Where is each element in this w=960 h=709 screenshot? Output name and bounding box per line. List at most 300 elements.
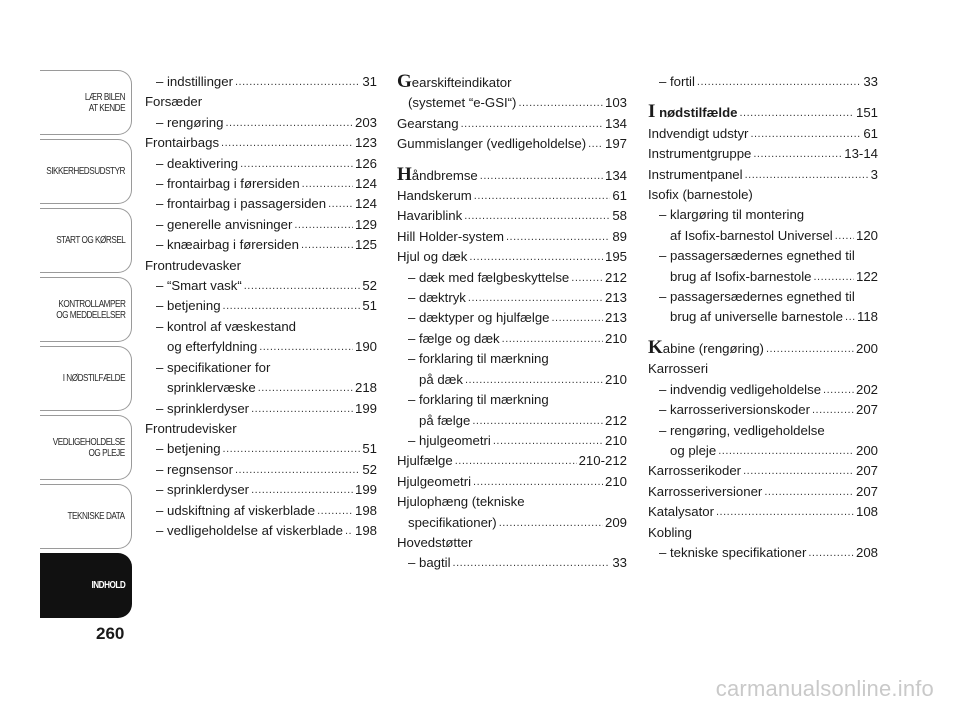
chapter-tab-label: I NØDSTILFÆLDE — [62, 373, 125, 384]
page-ref: 118 — [856, 309, 878, 325]
dot-leader — [468, 288, 603, 308]
chapter-tab-0[interactable] — [40, 70, 132, 135]
index-term: Kobling — [648, 524, 692, 540]
index-entry[interactable] — [145, 378, 377, 398]
dot-leader — [812, 400, 854, 420]
dot-leader — [328, 194, 353, 214]
index-term: earskifteindikator — [411, 75, 512, 90]
chapter-tab-1[interactable] — [40, 139, 132, 204]
index-term: – sprinklerdyser — [156, 482, 250, 498]
dot-leader — [472, 411, 603, 431]
index-entry-text — [659, 248, 855, 263]
index-term: – fælge og dæk — [408, 330, 500, 346]
chapter-tab-5[interactable] — [40, 415, 132, 480]
page-ref: 208 — [855, 544, 878, 560]
index-entry[interactable] — [145, 439, 377, 459]
index-term: – forklaring til mærkning — [408, 392, 549, 408]
index-entry[interactable] — [397, 431, 627, 451]
index-heading — [648, 246, 878, 266]
index-term: nødstilfælde — [655, 105, 738, 121]
page-ref: 129 — [354, 216, 377, 232]
chapter-tab-7[interactable] — [40, 553, 132, 618]
page-ref: 210 — [604, 330, 627, 346]
index-entry-text — [167, 337, 257, 357]
page-ref: 207 — [855, 483, 878, 499]
index-entry-text — [145, 94, 202, 109]
index-term: – forklaring til mærkning — [408, 351, 549, 367]
index-entry-text — [156, 399, 249, 419]
index-entry-text — [648, 502, 714, 522]
index-term: – generelle anvisninger — [156, 216, 293, 232]
page-ref: 210 — [604, 473, 627, 489]
index-entry-text — [408, 93, 516, 113]
index-entry[interactable] — [397, 186, 627, 206]
dot-leader — [251, 399, 353, 419]
dot-leader — [317, 501, 353, 521]
index-entry[interactable] — [145, 215, 377, 235]
index-entry-text — [145, 258, 241, 273]
page-ref: 89 — [612, 228, 627, 244]
index-term: – “Smart vask“ — [156, 278, 242, 294]
index-entry-text — [659, 400, 810, 420]
dot-leader — [753, 144, 842, 164]
index-entry[interactable] — [648, 502, 878, 522]
dot-leader — [240, 154, 353, 174]
index-term: – passagersædernes egnethed til — [659, 289, 855, 305]
index-entry[interactable] — [648, 144, 878, 164]
index-entry-text — [156, 480, 249, 500]
index-entry[interactable] — [648, 102, 878, 123]
index-heading — [397, 492, 627, 512]
index-entry[interactable] — [145, 235, 377, 255]
chapter-tab-3[interactable] — [40, 277, 132, 342]
index-entry[interactable] — [145, 113, 377, 133]
chapter-tab-label: SIKKERHEDSUDSTYR — [46, 166, 125, 177]
index-term: og efterfyldning — [167, 339, 258, 355]
index-term: Hjulfælge — [397, 453, 453, 469]
index-entry-text — [397, 114, 459, 134]
index-entry[interactable] — [145, 296, 377, 316]
index-entry-text — [648, 461, 741, 481]
index-entry[interactable] — [145, 501, 377, 521]
index-entry[interactable] — [648, 338, 878, 359]
dot-leader — [464, 206, 610, 226]
page-ref: 207 — [855, 402, 878, 418]
index-entry[interactable] — [397, 308, 627, 328]
index-entry[interactable] — [648, 461, 878, 481]
index-entry[interactable] — [397, 553, 627, 573]
index-entry-text — [648, 102, 737, 123]
index-heading — [145, 419, 377, 439]
index-entry-text — [659, 207, 804, 222]
index-term: brug af Isofix-barnestole — [670, 268, 812, 284]
index-entry-text — [145, 421, 237, 436]
index-term: – kontrol af væskestand — [156, 318, 297, 334]
dot-leader — [258, 378, 353, 398]
index-entry[interactable] — [145, 276, 377, 296]
page-ref: 195 — [604, 249, 627, 265]
index-entry-text — [397, 247, 467, 267]
index-term: – udskiftning af viskerblade — [156, 502, 316, 518]
page-ref: 207 — [855, 463, 878, 479]
index-term: Forsæder — [145, 94, 203, 110]
dot-leader — [499, 513, 603, 533]
index-entry-text — [408, 431, 491, 451]
dot-leader — [469, 247, 603, 267]
index-entry-text — [408, 392, 549, 407]
index-entry-text — [659, 380, 821, 400]
page-ref: 190 — [354, 339, 377, 355]
page-ref: 51 — [362, 441, 377, 457]
page-ref: 52 — [362, 278, 377, 294]
index-term: – fortil — [659, 74, 695, 89]
page-ref: 3 — [870, 166, 878, 182]
index-term: – bagtil — [408, 555, 451, 571]
index-entry-text — [397, 206, 462, 226]
index-entry-text — [648, 525, 692, 540]
index-heading — [648, 523, 878, 543]
index-entry-text — [156, 174, 300, 194]
dot-leader — [294, 215, 353, 235]
index-entry-text — [408, 553, 451, 573]
index-entry[interactable] — [145, 399, 377, 419]
page-ref: 210 — [604, 432, 627, 448]
index-heading — [397, 390, 627, 410]
index-entry-text — [397, 165, 478, 186]
index-heading — [648, 205, 878, 225]
index-term: – frontairbag i førersiden — [156, 176, 300, 192]
dot-leader — [823, 380, 854, 400]
index-entry[interactable] — [397, 165, 627, 186]
index-term: Hjul og dæk — [397, 249, 468, 265]
index-entry[interactable] — [397, 268, 627, 288]
section-gap — [397, 155, 627, 165]
index-entry-text — [156, 113, 223, 133]
index-entry-text — [397, 451, 453, 471]
page-ref: 218 — [354, 380, 377, 396]
index-entry[interactable] — [648, 482, 878, 502]
index-entry-text — [648, 165, 743, 185]
dot-leader — [302, 174, 353, 194]
index-term: brug af universelle barnestole — [670, 309, 844, 325]
dot-leader — [235, 72, 360, 92]
index-entry[interactable] — [648, 543, 878, 563]
dot-leader — [750, 124, 861, 144]
index-term: Frontrudevasker — [145, 257, 242, 273]
index-term: Gearstang — [397, 115, 459, 131]
page-ref: 200 — [855, 442, 878, 458]
index-entry[interactable] — [145, 154, 377, 174]
dot-leader — [716, 502, 854, 522]
index-entry[interactable] — [397, 451, 627, 471]
index-entry-text — [167, 378, 256, 398]
dot-leader — [225, 113, 353, 133]
page-ref: 124 — [354, 196, 377, 212]
chapter-tab-label: INDHOLD — [91, 580, 125, 591]
index-heading — [145, 317, 377, 337]
index-entry[interactable] — [648, 307, 878, 327]
index-term: Karrosseriversioner — [648, 483, 763, 499]
section-letter: K — [648, 336, 663, 358]
index-entry-text — [156, 319, 296, 334]
dot-leader — [739, 103, 854, 123]
dot-leader — [493, 431, 603, 451]
index-term: – specifikationer for — [156, 359, 271, 375]
page-ref: 213 — [604, 290, 627, 306]
index-term: – dæktyper og hjulfælge — [408, 310, 550, 326]
index-entry-text — [670, 226, 833, 246]
index-entry[interactable] — [145, 480, 377, 500]
dot-leader — [244, 276, 361, 296]
chapter-tabs — [40, 70, 132, 622]
page-ref: 199 — [354, 482, 377, 498]
index-entry[interactable] — [145, 194, 377, 214]
index-term: – knæairbag i førersiden — [156, 237, 299, 253]
index-entry[interactable] — [397, 288, 627, 308]
index-column-2 — [397, 72, 627, 574]
dot-leader — [223, 439, 361, 459]
index-entry-text — [397, 227, 504, 247]
index-term: Hill Holder-system — [397, 228, 504, 244]
index-entry-text — [408, 351, 549, 366]
index-entry[interactable] — [648, 165, 878, 185]
index-entry-text — [156, 521, 343, 541]
page-ref: 103 — [604, 95, 627, 111]
index-term: – rengøring — [156, 114, 224, 130]
index-heading — [145, 256, 377, 276]
dot-leader — [571, 268, 603, 288]
dot-leader — [506, 227, 610, 247]
chapter-tab-label: START OG KØRSEL — [55, 235, 125, 246]
dot-leader — [301, 235, 353, 255]
index-entry[interactable] — [397, 93, 627, 113]
index-term: Gummislanger (vedligeholdelse) — [397, 136, 587, 152]
index-entry-text — [648, 187, 753, 202]
index-entry[interactable] — [145, 460, 377, 480]
page-ref: 202 — [855, 381, 878, 397]
index-term: Frontairbags — [145, 135, 220, 151]
page-ref: 209 — [604, 514, 627, 530]
index-heading — [397, 72, 627, 93]
index-entry[interactable] — [145, 174, 377, 194]
page-ref: 122 — [855, 268, 878, 284]
index-entry[interactable] — [145, 521, 377, 541]
page-ref: 212 — [604, 269, 627, 285]
section-letter: I — [648, 101, 656, 123]
index-term: – regnsensor — [156, 461, 233, 477]
index-entry-text — [408, 513, 497, 533]
index-term: Hovedstøtter — [397, 534, 473, 550]
index-term: – dæk med fælgbeskyttelse — [408, 269, 570, 285]
index-term: Havariblink — [397, 208, 463, 224]
index-term: Instrumentgruppe — [648, 146, 752, 162]
section-gap — [648, 92, 878, 102]
page-ref: 210-212 — [578, 453, 627, 469]
dot-leader — [745, 165, 869, 185]
index-entry[interactable] — [397, 206, 627, 226]
chapter-tab-6[interactable] — [40, 484, 132, 549]
index-term: – indstillinger — [156, 74, 233, 89]
page-ref: 210 — [604, 371, 627, 387]
index-entry-text — [408, 268, 569, 288]
page-number: 260 — [96, 624, 125, 643]
index-term: på fælge — [419, 412, 471, 428]
index-term: Handskerum — [397, 188, 472, 204]
dot-leader — [502, 329, 603, 349]
index-entry-text — [408, 308, 549, 328]
dot-leader — [718, 441, 854, 461]
chapter-tab-2[interactable] — [40, 208, 132, 273]
dot-leader — [813, 267, 854, 287]
dot-leader — [235, 460, 360, 480]
index-term: – vedligeholdelse af viskerblade — [156, 522, 343, 538]
page-ref: 124 — [354, 176, 377, 192]
dot-leader — [461, 114, 603, 134]
index-term: Instrumentpanel — [648, 166, 743, 182]
index-entry-text — [397, 134, 586, 154]
dot-leader — [588, 134, 603, 154]
index-entry-text — [397, 472, 471, 492]
index-entry-text — [648, 124, 748, 144]
watermark: carmanualsonline.info — [715, 676, 934, 701]
page-ref: 213 — [604, 310, 627, 326]
index-entry-text — [156, 296, 221, 316]
index-entry-text — [648, 482, 762, 502]
dot-leader — [743, 461, 854, 481]
index-entry[interactable] — [397, 227, 627, 247]
index-entry-text — [408, 288, 466, 308]
index-term: – indvendig vedligeholdelse — [659, 381, 822, 397]
page-ref: 125 — [354, 237, 377, 253]
index-entry-text — [419, 411, 470, 431]
page-ref: 108 — [855, 504, 878, 520]
index-entry-text — [397, 494, 525, 509]
page-ref: 126 — [354, 155, 377, 171]
index-entry[interactable] — [397, 513, 627, 533]
index-entry[interactable] — [397, 114, 627, 134]
index-term: – betjening — [156, 441, 221, 457]
page-ref: 61 — [612, 188, 627, 204]
chapter-tab-4[interactable] — [40, 346, 132, 411]
page-ref: 203 — [354, 114, 377, 130]
index-heading — [648, 359, 878, 379]
dot-leader — [251, 480, 353, 500]
index-entry-text — [397, 186, 472, 206]
page-ref: 197 — [604, 136, 627, 152]
index-entry-text — [648, 338, 764, 359]
index-entry-text — [156, 215, 292, 235]
dot-leader — [453, 553, 611, 573]
index-term: specifikationer) — [408, 514, 497, 530]
index-entry[interactable] — [397, 247, 627, 267]
index-term: – betjening — [156, 298, 221, 314]
page-ref: 134 — [604, 167, 627, 183]
index-entry[interactable] — [648, 124, 878, 144]
page-ref: 198 — [354, 502, 377, 518]
page-ref: 33 — [612, 555, 627, 571]
dot-leader — [259, 337, 353, 357]
index-term: abine (rengøring) — [662, 340, 764, 356]
index-entry[interactable] — [145, 337, 377, 357]
dot-leader — [808, 543, 854, 563]
index-term: – tekniske specifikationer — [659, 544, 807, 560]
index-term: på dæk — [419, 371, 463, 387]
chapter-tab-label: TEKNISKE DATA — [67, 511, 125, 522]
index-entry[interactable] — [145, 133, 377, 153]
index-entry[interactable] — [397, 472, 627, 492]
page-ref: 51 — [362, 298, 377, 314]
page-ref: 200 — [855, 340, 878, 356]
index-entry-text — [156, 194, 326, 214]
chapter-tab-label: LÆR BILEN AT KENDE — [84, 91, 125, 114]
index-term: – sprinklerdyser — [156, 400, 250, 416]
dot-leader — [465, 370, 603, 390]
index-term: Frontrudevisker — [145, 420, 237, 436]
index-heading — [648, 421, 878, 441]
page-ref: 58 — [612, 208, 627, 224]
index-column-1 — [145, 72, 377, 541]
index-column-3 — [648, 72, 878, 563]
index-term: – passagersædernes egnethed til — [659, 248, 855, 264]
index-entry[interactable] — [648, 400, 878, 420]
index-term: Katalysator — [648, 504, 714, 520]
index-entry[interactable] — [648, 380, 878, 400]
index-entry-text — [670, 267, 811, 287]
page-ref: 120 — [855, 227, 878, 243]
index-term: Isofix (barnestole) — [648, 187, 753, 203]
index-heading — [145, 92, 377, 112]
dot-leader — [845, 307, 855, 327]
index-entry[interactable] — [145, 72, 377, 92]
index-term: Hjulgeometri — [397, 473, 472, 489]
index-entry[interactable] — [397, 411, 627, 431]
index-entry[interactable] — [397, 329, 627, 349]
index-term: sprinklervæske — [167, 380, 256, 396]
index-entry[interactable] — [397, 134, 627, 154]
index-entry[interactable] — [648, 267, 878, 287]
index-entry-text — [156, 276, 242, 296]
index-entry[interactable] — [648, 72, 878, 92]
dot-leader — [551, 308, 603, 328]
index-heading — [648, 185, 878, 205]
section-letter: H — [397, 163, 412, 185]
page-ref: 61 — [863, 125, 878, 141]
dot-leader — [518, 93, 603, 113]
page-ref: 212 — [604, 412, 627, 428]
index-term: – dæktryk — [408, 290, 466, 306]
index-entry[interactable] — [648, 441, 878, 461]
index-entry-text — [408, 329, 500, 349]
page-ref: 33 — [863, 74, 878, 89]
index-term: – frontairbag i passagersiden — [156, 196, 327, 212]
dot-leader — [697, 72, 861, 92]
index-entry-text — [648, 144, 751, 164]
index-entry-text — [659, 72, 695, 92]
index-entry-text — [659, 289, 855, 304]
dot-leader — [455, 451, 577, 471]
index-heading — [648, 287, 878, 307]
index-entry-text — [397, 71, 512, 92]
index-entry-text — [648, 361, 708, 376]
index-entry-text — [156, 460, 233, 480]
index-entry[interactable] — [648, 226, 878, 246]
index-term: Hjulophæng (tekniske — [397, 494, 525, 510]
dot-leader — [223, 296, 361, 316]
dot-leader — [345, 521, 353, 541]
index-entry[interactable] — [397, 370, 627, 390]
page-ref: 31 — [362, 74, 377, 89]
index-heading — [145, 358, 377, 378]
